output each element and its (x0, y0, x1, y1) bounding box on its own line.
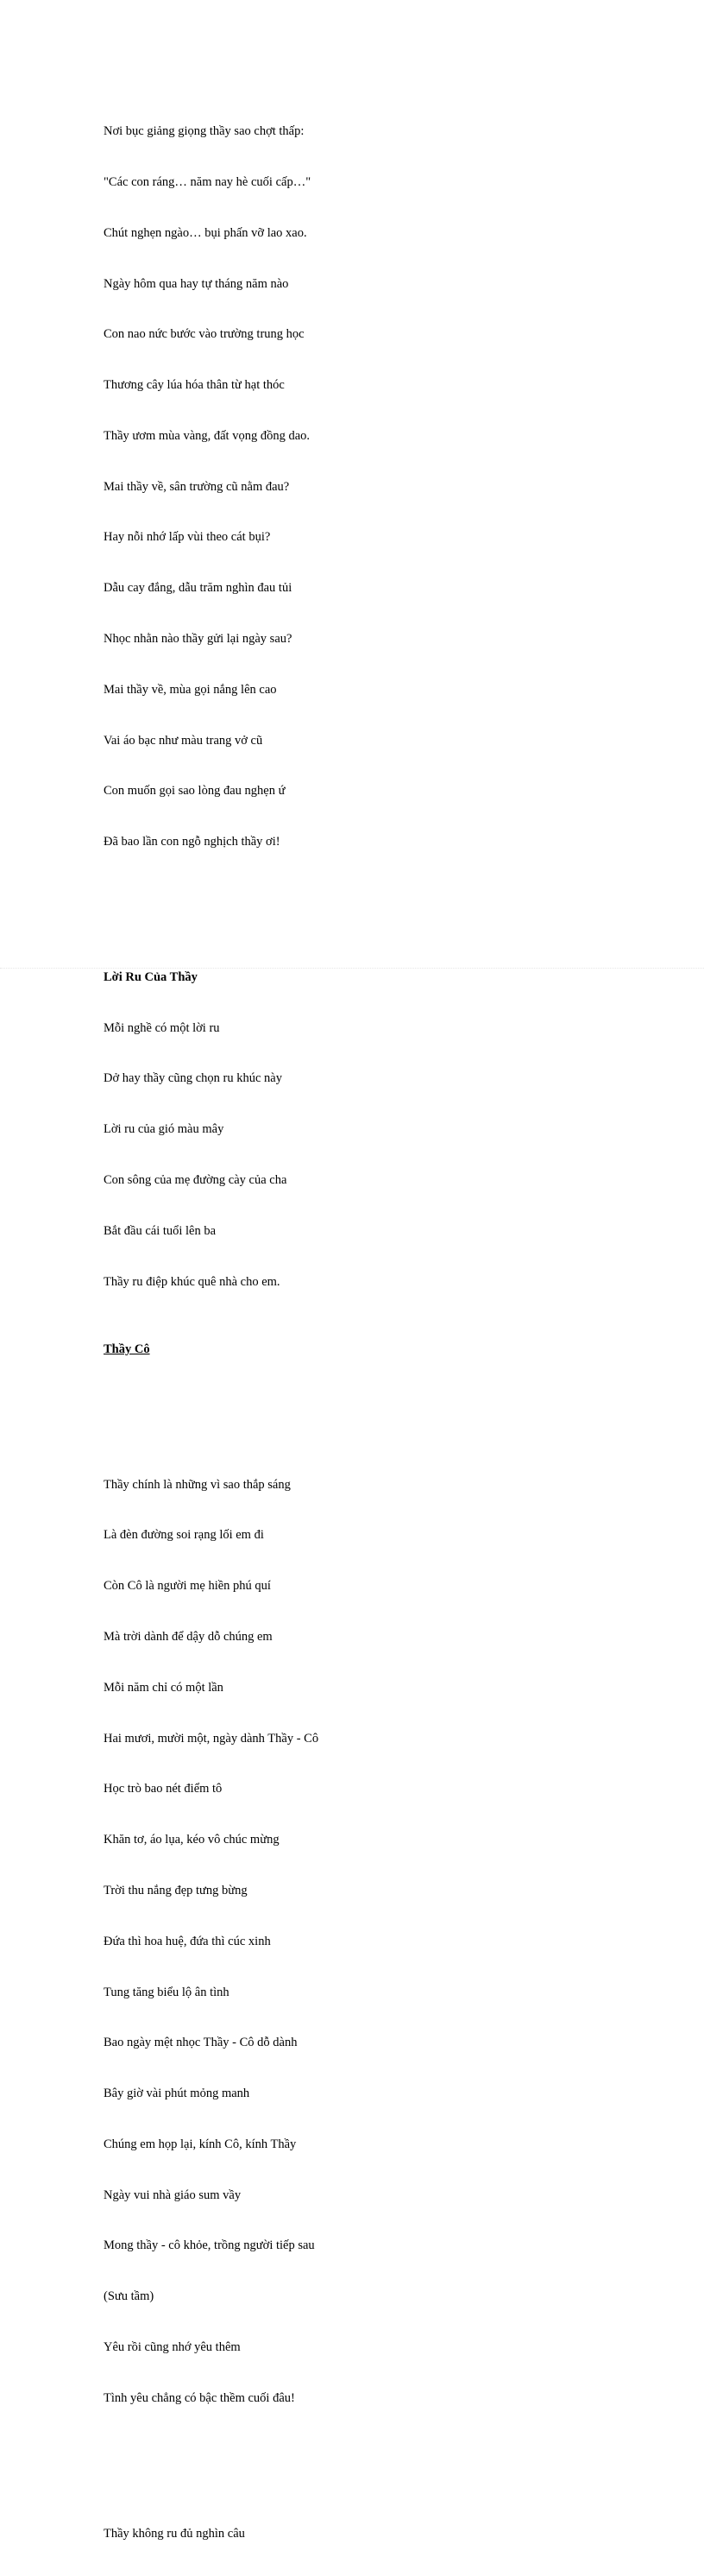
poem-line: Bao ngày mệt nhọc Thầy - Cô dỗ dành (104, 2036, 298, 2050)
poem-line: Mai thầy về, sân trường cũ nằm đau? (104, 479, 290, 494)
poem-line: Bắt đầu cái tuổi lên ba (104, 1223, 217, 1238)
poem-line: Khăn tơ, áo lụa, kéo vô chúc mừng (104, 1833, 280, 1847)
poem-line: Con muốn gọi sao lòng đau nghẹn ứ (104, 784, 286, 799)
poem-line: Là đèn đường soi rạng lối em đi (104, 1528, 264, 1543)
poem-line: Trời thu nắng đẹp tưng bừng (104, 1883, 248, 1897)
poem-line: Mong thầy - cô khỏe, trồng người tiếp sau (104, 2238, 315, 2253)
poem-line: "Các con ráng… năm nay hè cuối cấp…" (104, 174, 311, 189)
poem-line: Chút nghẹn ngào… bụi phấn vỡ lao xao. (104, 225, 307, 240)
poem-line: Lời ru của gió màu mây (104, 1122, 224, 1137)
poem-line: Mỗi năm chỉ có một lần (104, 1680, 223, 1695)
poem-line: Mà trời dành để dậy dỗ chúng em (104, 1630, 273, 1645)
poem-line: Thương cây lúa hóa thân từ hạt thóc (104, 378, 285, 393)
poem-line: Bây giờ vài phút mỏng manh (104, 2087, 250, 2101)
poem-line: Nơi bục giảng giọng thầy sao chợt thấp: (104, 124, 305, 139)
source-note: (Sưu tầm) (104, 2289, 154, 2304)
poem-line: Dẫu cay đắng, dẫu trăm nghìn đau tủi (104, 581, 292, 596)
poem-line: Thầy ươm mùa vàng, đất vọng đồng dao. (104, 428, 311, 443)
poem-line: Mai thầy về, mùa gọi nắng lên cao (104, 682, 277, 697)
poem-line: Hai mươi, mười một, ngày dành Thầy - Cô (104, 1731, 319, 1746)
poem-line: Thầy ru điệp khúc quê nhà cho em. (104, 1274, 280, 1289)
poem-line: Ngày hôm qua hay tự tháng năm nào (104, 276, 289, 291)
poem-line: Hay nỗi nhớ lấp vùi theo cát bụi? (104, 530, 271, 545)
poem-line: Nhọc nhằn nào thầy gửi lại ngày sau? (104, 632, 292, 646)
stanza-spacer (104, 2458, 656, 2475)
poem-line: Đứa thì hoa huệ, đứa thì cúc xinh (104, 1934, 271, 1948)
poem-line: Học trò bao nét điểm tô (104, 1782, 223, 1796)
poem-line: Vai áo bạc như màu trang vở cũ (104, 733, 263, 748)
poem-line: Mỗi nghề có một lời ru (104, 1020, 220, 1035)
poem-line: Tình yêu chẳng có bậc thềm cuối đâu! (104, 2390, 295, 2405)
stanza-spacer (104, 902, 656, 919)
poem-line: Thầy không ru đủ nghìn câu (104, 2526, 245, 2541)
poem-line: Còn Cô là người mẹ hiền phú quí (104, 1579, 271, 1594)
poem-line: Ngày vui nhà giáo sum vầy (104, 2188, 242, 2202)
poem-line: Đã bao lần con ngỗ nghịch thầy ơi! (104, 835, 280, 849)
poem-title: Thầy Cô (104, 1342, 150, 1356)
poem-text-block (104, 90, 656, 2576)
poem-line: Thầy chính là những vì sao thắp sáng (104, 1477, 291, 1492)
page-bottom-edge (0, 968, 704, 969)
poem-line: Yêu rồi cũng nhớ yêu thêm (104, 2339, 241, 2354)
poem-line: Con sông của mẹ đường cày của cha (104, 1173, 287, 1187)
poem-line: Dở hay thầy cũng chọn ru khúc này (104, 1071, 282, 1086)
stanza-spacer (104, 1409, 656, 1426)
poem-line: Con nao nức bước vào trường trung học (104, 327, 305, 342)
poem-title: Lời Ru Của Thầy (104, 969, 198, 984)
poem-line: Chúng em họp lại, kính Cô, kính Thầy (104, 2137, 297, 2151)
poem-line: Tung tăng biểu lộ ân tình (104, 1985, 229, 1999)
